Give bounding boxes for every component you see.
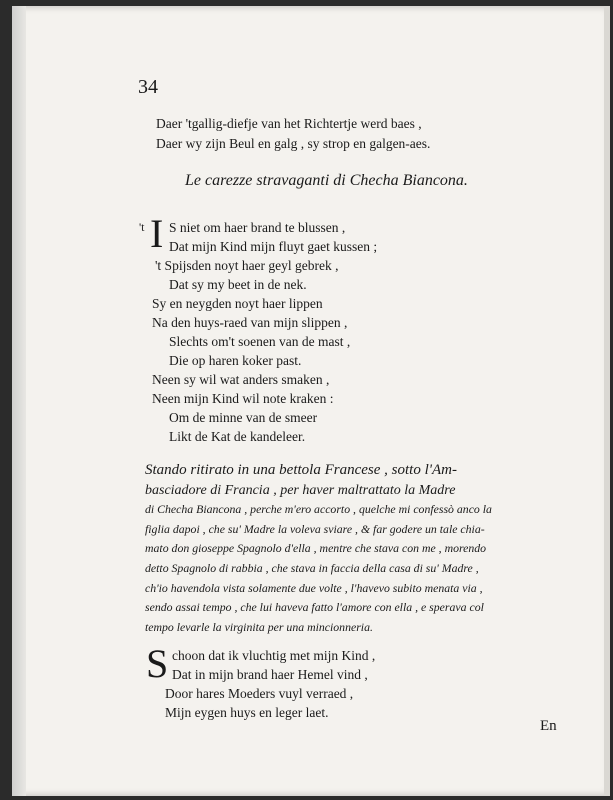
- prose-line: mato don gioseppe Spagnolo d'ella , mentre che stava con me , morendo: [145, 541, 487, 556]
- prose-line: Stando ritirato in una bettola Francese , sotto l'Am-: [145, 462, 457, 478]
- prose-line: basciadore di Francia , per haver maltrattato la Madre: [145, 482, 456, 498]
- drop-capital: I: [150, 211, 164, 256]
- catchword: En: [540, 718, 557, 734]
- verse-line: Dat mijn Kind mijn fluyt gaet kussen ;: [169, 239, 378, 254]
- page-number: 34: [138, 76, 158, 98]
- drop-capital: S: [146, 641, 169, 686]
- verse-line: Daer wy zijn Beul en galg , sy strop en galgen-aes.: [156, 136, 431, 151]
- verse-line: Daer 'tgallig-diefje van het Richtertje werd baes ,: [156, 116, 422, 131]
- verse-line: Door hares Moeders vuyl verraed ,: [165, 686, 354, 701]
- page-content: [12, 6, 610, 796]
- verse-lead: 't: [139, 220, 145, 234]
- verse-line: Likt de Kat de kandeleer.: [169, 429, 306, 444]
- verse-line: Na den huys-raed van mijn slippen ,: [152, 315, 348, 330]
- prose-line: di Checha Biancona , perche m'ero accorto , quelche mi confessò anco la: [145, 502, 492, 517]
- verse-line: Mijn eygen huys en leger laet.: [165, 705, 329, 720]
- verse-line: Dat in mijn brand haer Hemel vind ,: [172, 667, 368, 682]
- verse-line: 't Spijsden noyt haer geyl gebrek ,: [155, 258, 339, 273]
- verse-line: Dat sy my beet in de nek.: [169, 277, 307, 292]
- section-heading: Le carezze stravaganti di Checha Biancona.: [185, 172, 468, 189]
- verse-line: Neen mijn Kind wil note kraken :: [152, 391, 334, 406]
- prose-line: ch'io havendola vista solamente due volte , l'havevo subito menata via ,: [145, 580, 483, 595]
- prose-line: detto Spagnolo di rabbia , che stava in faccia della casa di su' Madre ,: [145, 560, 479, 575]
- verse-line: Neen sy wil wat anders smaken ,: [152, 372, 330, 387]
- verse-line: S niet om haer brand te blussen ,: [169, 220, 346, 235]
- verse-line: Sy en neygden noyt haer lippen: [152, 296, 323, 311]
- prose-heading: [145, 461, 555, 637]
- book-page: [12, 6, 610, 796]
- verse-line: Om de minne van de smeer: [169, 410, 318, 425]
- verse-line: choon dat ik vluchtig met mijn Kind ,: [172, 648, 376, 663]
- verse-line: Slechts om't soenen van de mast ,: [169, 334, 351, 349]
- prose-line: sendo assai tempo , che lui haveva fatto l'amore con ella , e sperava col: [145, 600, 484, 615]
- prose-line: tempo levarle la virginita per una mincionneria.: [145, 619, 373, 634]
- verse-line: Die op haren koker past.: [169, 353, 302, 368]
- prose-line: figlia dapoi , che su' Madre la voleva sviare , & far godere un tale chia-: [145, 521, 485, 536]
